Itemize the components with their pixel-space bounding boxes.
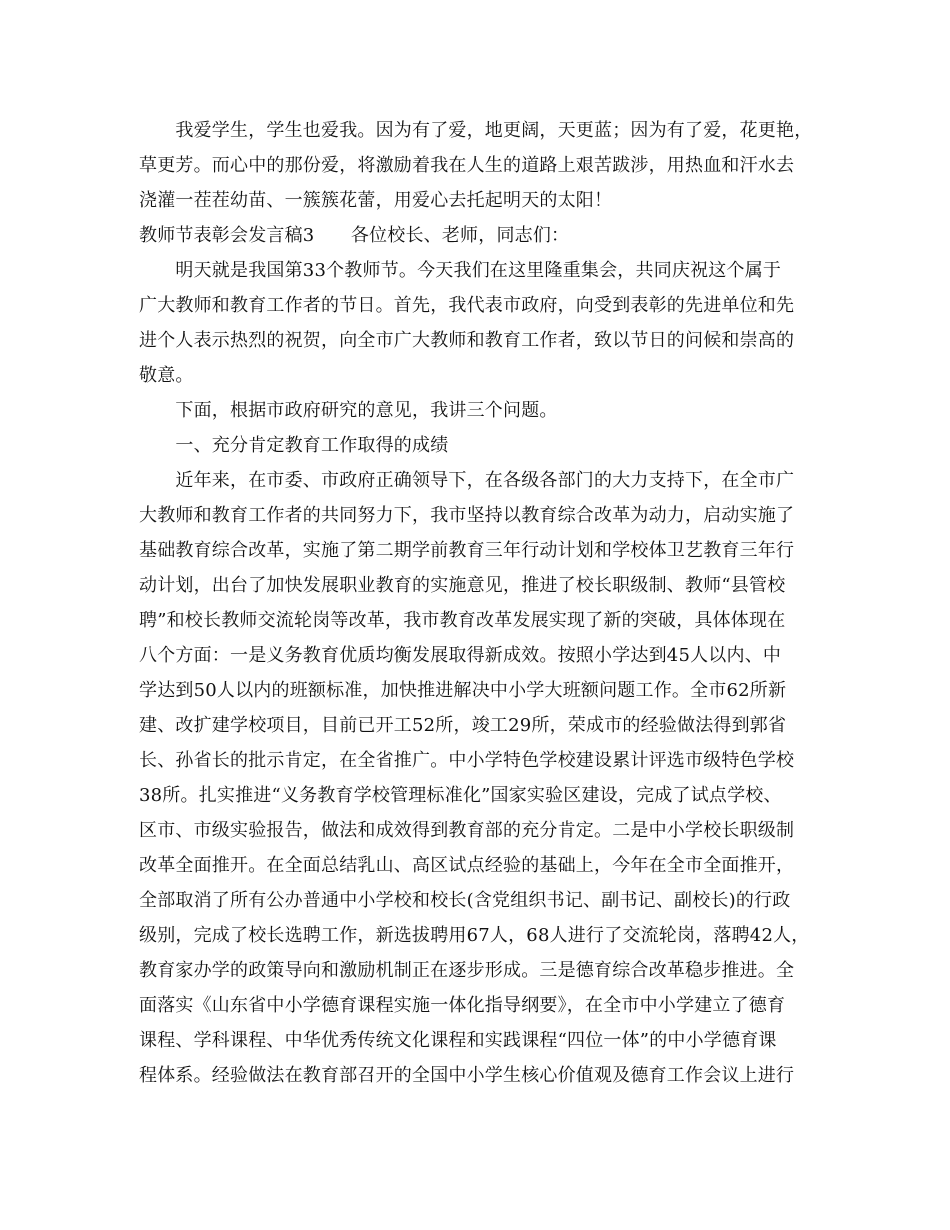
text-line: 草更芳。而心中的那份爱，将激励着我在人生的道路上艰苦跋涉，用热血和汗水去: [139, 155, 795, 176]
text-line: 学达到50人以内的班额标准，加快推进解决中小学大班额问题工作。全市62所新: [139, 680, 787, 701]
text-line: 级别，完成了校长选聘工作，新选拔聘用67人，68人进行了交流轮岗，落聘42人，: [139, 925, 810, 946]
text-line: 教育家办学的政策导向和激励机制正在逐步形成。三是德育综合改革稳步推进。全: [139, 960, 795, 981]
text-line: 改革全面推开。在全面总结乳山、高区试点经验的基础上，今年在全市全面推开，: [139, 855, 795, 876]
text-line: 长、孙省长的批示肯定，在全省推广。中小学特色学校建设累计评选市级特色学校: [139, 750, 795, 771]
text-line: 大教师和教育工作者的共同努力下，我市坚持以教育综合改革为动力，启动实施了: [139, 505, 795, 526]
text-line: 近年来，在市委、市政府正确领导下，在各级各部门的大力支持下，在全市广: [139, 470, 795, 491]
text-line: 广大教师和教育工作者的节日。首先，我代表市政府，向受到表彰的先进单位和先: [139, 295, 795, 316]
text-line: 面落实《山东省中小学德育课程实施一体化指导纲要》，在全市中小学建立了德育: [139, 995, 786, 1016]
text-line: 38所。扎实推进“义务教育学校管理标准化”国家实验区建设，完成了试点学校、: [139, 785, 782, 806]
text-line: 八个方面：一是义务教育优质均衡发展取得新成效。按照小学达到45人以内、中: [139, 645, 782, 666]
text-line: 我爱学生，学生也爱我。因为有了爱，地更阔，天更蓝；因为有了爱，花更艳，: [139, 120, 813, 141]
text-line: 基础教育综合改革，实施了第二期学前教育三年行动计划和学校体卫艺教育三年行: [139, 540, 795, 561]
text-line: 下面，根据市政府研究的意见，我讲三个问题。: [139, 400, 558, 421]
text-line: 敬意。: [139, 365, 194, 386]
text-line: 课程、学科课程、中华优秀传统文化课程和实践课程“四位一体”的中小学德育课: [139, 1030, 777, 1051]
text-line: 教师节表彰会发言稿3 各位校长、老师，同志们：: [139, 225, 570, 246]
text-line: 进个人表示热烈的祝贺，向全市广大教师和教育工作者，致以节日的问候和崇高的: [139, 330, 795, 351]
text-line: 动计划，出台了加快发展职业教育的实施意见，推进了校长职级制、教师“县管校: [139, 575, 786, 596]
text-line: 浇灌一茬茬幼苗、一簇簇花蕾，用爱心去托起明天的太阳！: [139, 190, 613, 211]
text-line: 全部取消了所有公办普通中小学校和校长(含党组织书记、副书记、副校长)的行政: [139, 890, 791, 911]
text-line: 建、改扩建学校项目，目前已开工52所，竣工29所，荣成市的经验做法得到郭省: [139, 715, 787, 736]
text-line: 一、充分肯定教育工作取得的成绩: [139, 435, 449, 456]
text-line: 程体系。经验做法在教育部召开的全国中小学生核心价值观及德育工作会议上进行: [139, 1065, 795, 1086]
text-line: 区市、市级实验报告，做法和成效得到教育部的充分肯定。二是中小学校长职级制: [139, 820, 795, 841]
text-line: 聘”和校长教师交流轮岗等改革，我市教育改革发展实现了新的突破，具体体现在: [139, 610, 786, 631]
text-line: 明天就是我国第33个教师节。今天我们在这里隆重集会，共同庆祝这个属于: [139, 260, 782, 281]
